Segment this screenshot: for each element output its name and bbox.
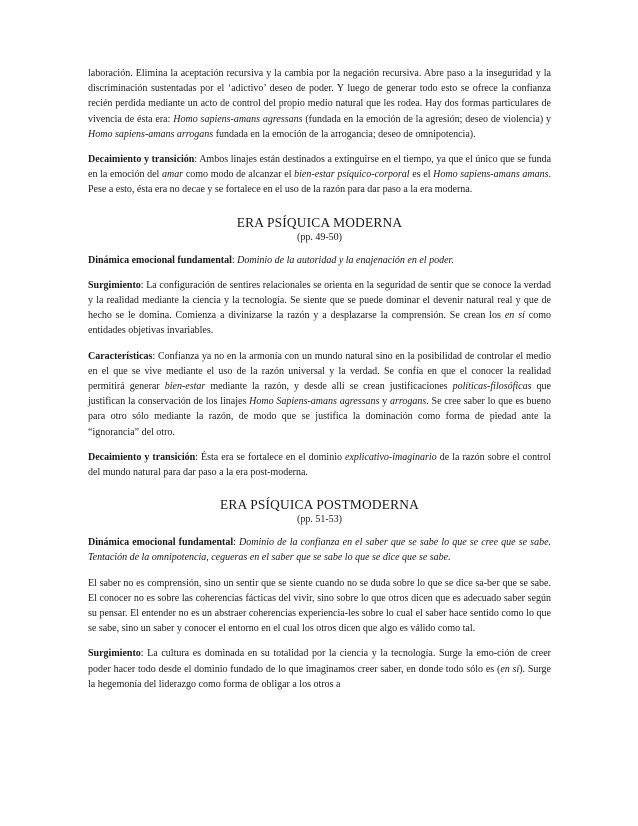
section-title-postmoderna: ERA PSÍQUICA POSTMODERNA	[220, 497, 419, 513]
postmoderna-knowledge-paragraph: El saber no es comprensión, sino un sentir que se siente cuando no se duda sobre lo que se dice sa-ber que se sabe. El conocer no es sobre las coherencias fácticas del vivir, sino sobre lo que otros dicen que es adecuado saber según su pensar. El entender no es un abstraer coherencias experiencia-les sobre lo cual el saber hace sentido como lo que se sabe, sino un saber y conocer el entorno en el cual los otros dicen que algo es válido como tal.	[88, 577, 551, 635]
document-page	[88, 66, 551, 692]
postmoderna-emergence-paragraph: Surgimiento: La cultura es dominada en su totalidad por la ciencia y la tecnología. Surge la emo-ción de creer poder hacer todo desde el dominio fundado de lo que imaginamos creer saber, en donde todo sólo es (en sí). Surge la hegemonía del liderazgo como forma de obligar a los otros a	[88, 648, 551, 690]
section-pages-postmoderna: (pp. 51-53)	[297, 514, 342, 526]
moderna-dynamic-paragraph: Dinámica emocional fundamental: Dominio de la autoridad y la enajenación en el poder.	[88, 254, 454, 266]
intro-paragraph: laboración. Elimina la aceptación recursiva y la cambia por la negación recursiva. Abre paso a la inseguridad y la discriminación sustentadas por el ‘adictivo’ deseo de poder. Y luego de generar todo esto se ofrece la confianza recién perdida mediante un acto de control del propio medio natural que les rodea. Hay dos formas particulares de vivencia de ésta era: Homo sapiens-amans agressans (fundada en la emoción de la agresión; deseo de violencia) y Homo sapiens-amans arrogans fundada en la emoción de la arrogancia; deseo de omnipotencia).	[88, 68, 552, 140]
moderna-emergence-paragraph: Surgimiento: La configuración de sentires relacionales se orienta en la seguridad de sentir que se conoce la verdad y la realidad mediante la ciencia y la tecnología. Se siente que se puede dominar el devenir natural real y que de hecho se le domina. Comienza a divinizarse la razón y a desplazarse la comprensión. Se crean los en sí como entidades objetivas invariables.	[88, 279, 552, 337]
decline-transition-paragraph: Decaimiento y transición: Ambos linajes están destinados a extinguirse en el tiempo, ya que el único que se funda en la emoción del amar como modo de alcanzar el bien-estar psíquico-corporal es el Homo sapiens-amans amans. Pese a esto, ésta era no decae y se fortalece en el uso de la razón para dar paso a la era moderna.	[88, 154, 552, 196]
moderna-characteristics-paragraph: Características: Confianza ya no en la armonía con un mundo natural sino en la posibilidad de controlar el medio en el que se vive mediante el uso de la razón universal y la verdad. Se confía en que el conocer la realidad permitirá generar bien-estar mediante la razón, y desde allí se crean justificaciones políticas-filosóficas que justifican la conservación de los linajes Homo Sapiens-amans agressans y arrogans. Se cree saber lo que es bueno para otro sólo mediante la razón, de modo que se justifica la dominación como forma de piedad ante la “ignorancia” del otro.	[88, 350, 551, 438]
postmoderna-dynamic-paragraph: Dinámica emocional fundamental: Dominio de la confianza en el saber que se sabe lo que se cree que se sabe. Tentación de la omnipotencia, cegueras en el saber que se sabe lo que se dice que se sabe.	[88, 537, 552, 564]
section-pages-moderna: (pp. 49-50)	[297, 231, 342, 243]
section-title-moderna: ERA PSÍQUICA MODERNA	[236, 214, 403, 230]
moderna-decline-paragraph: Decaimiento y transición: Ésta era se fortalece en el dominio explicativo-imaginario de la razón sobre el control del mundo natural para dar paso a la era post-moderna.	[88, 451, 552, 479]
